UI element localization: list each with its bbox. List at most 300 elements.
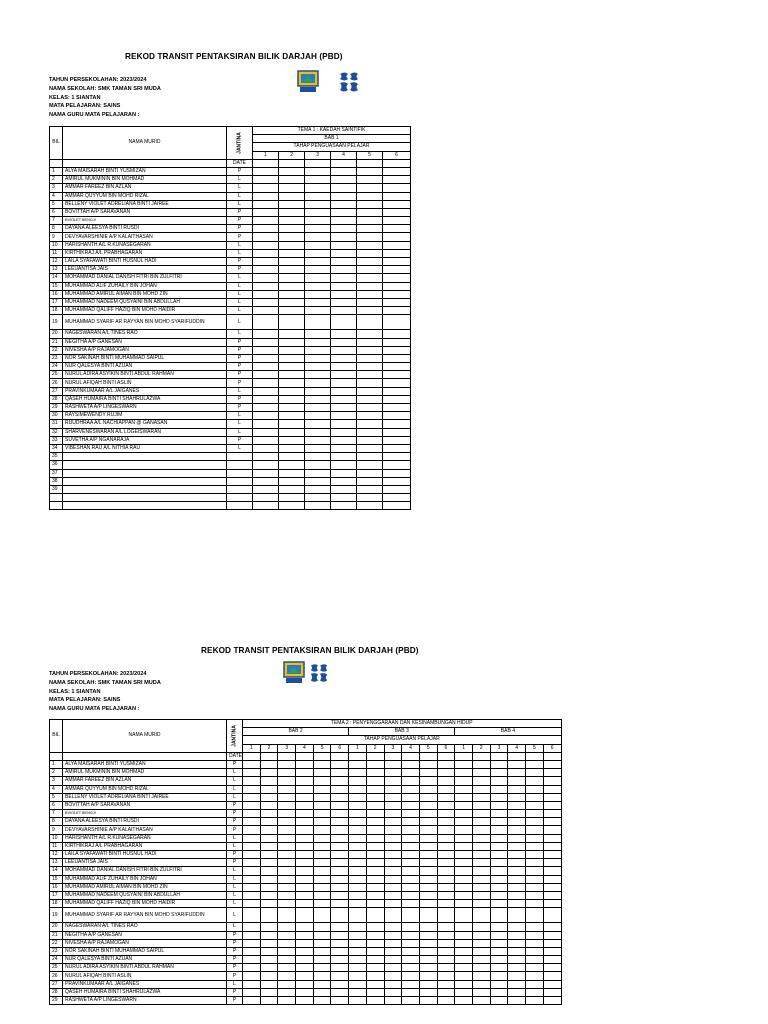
mastery-cell[interactable] xyxy=(437,923,455,931)
mastery-cell[interactable] xyxy=(526,988,544,996)
mastery-cell[interactable] xyxy=(296,777,314,785)
mastery-cell[interactable] xyxy=(455,964,473,972)
mastery-cell[interactable] xyxy=(419,810,437,818)
mastery-cell[interactable] xyxy=(383,266,411,274)
date-cell[interactable] xyxy=(279,159,305,167)
mastery-cell[interactable] xyxy=(357,436,383,444)
mastery-cell[interactable] xyxy=(313,980,331,988)
mastery-cell[interactable] xyxy=(331,494,357,502)
empty-jantina[interactable] xyxy=(227,485,253,493)
mastery-cell[interactable] xyxy=(331,346,357,354)
mastery-cell[interactable] xyxy=(490,793,508,801)
mastery-cell[interactable] xyxy=(260,810,278,818)
mastery-cell[interactable] xyxy=(331,233,357,241)
mastery-cell[interactable] xyxy=(305,217,331,225)
mastery-cell[interactable] xyxy=(383,428,411,436)
mastery-cell[interactable] xyxy=(402,883,420,891)
mastery-cell[interactable] xyxy=(526,777,544,785)
mastery-cell[interactable] xyxy=(243,908,261,923)
mastery-cell[interactable] xyxy=(278,826,296,834)
mastery-cell[interactable] xyxy=(543,851,561,859)
mastery-cell[interactable] xyxy=(260,769,278,777)
mastery-cell[interactable] xyxy=(278,818,296,826)
mastery-cell[interactable] xyxy=(508,851,526,859)
mastery-cell[interactable] xyxy=(383,453,411,461)
mastery-cell[interactable] xyxy=(253,338,279,346)
mastery-cell[interactable] xyxy=(437,997,455,1005)
mastery-cell[interactable] xyxy=(305,282,331,290)
mastery-cell[interactable] xyxy=(305,330,331,338)
mastery-cell[interactable] xyxy=(384,842,402,850)
mastery-cell[interactable] xyxy=(278,923,296,931)
mastery-cell[interactable] xyxy=(508,810,526,818)
mastery-cell[interactable] xyxy=(349,810,367,818)
mastery-cell[interactable] xyxy=(305,266,331,274)
date-cell[interactable] xyxy=(253,159,279,167)
mastery-cell[interactable] xyxy=(253,363,279,371)
mastery-cell[interactable] xyxy=(278,980,296,988)
mastery-cell[interactable] xyxy=(349,883,367,891)
mastery-cell[interactable] xyxy=(313,793,331,801)
mastery-cell[interactable] xyxy=(366,956,384,964)
mastery-cell[interactable] xyxy=(526,997,544,1005)
mastery-cell[interactable] xyxy=(331,777,349,785)
mastery-cell[interactable] xyxy=(402,988,420,996)
mastery-cell[interactable] xyxy=(402,956,420,964)
mastery-cell[interactable] xyxy=(419,988,437,996)
empty-jantina[interactable] xyxy=(227,477,253,485)
mastery-cell[interactable] xyxy=(455,801,473,809)
mastery-cell[interactable] xyxy=(296,859,314,867)
mastery-cell[interactable] xyxy=(279,379,305,387)
mastery-cell[interactable] xyxy=(331,307,357,315)
mastery-cell[interactable] xyxy=(349,972,367,980)
mastery-cell[interactable] xyxy=(357,208,383,216)
mastery-cell[interactable] xyxy=(278,939,296,947)
mastery-cell[interactable] xyxy=(472,760,490,768)
mastery-cell[interactable] xyxy=(543,908,561,923)
mastery-cell[interactable] xyxy=(508,988,526,996)
mastery-cell[interactable] xyxy=(384,769,402,777)
mastery-cell[interactable] xyxy=(243,939,261,947)
mastery-cell[interactable] xyxy=(455,810,473,818)
mastery-cell[interactable] xyxy=(384,980,402,988)
mastery-cell[interactable] xyxy=(243,793,261,801)
mastery-cell[interactable] xyxy=(508,867,526,875)
mastery-cell[interactable] xyxy=(279,258,305,266)
mastery-cell[interactable] xyxy=(331,453,357,461)
mastery-cell[interactable] xyxy=(490,842,508,850)
mastery-cell[interactable] xyxy=(349,859,367,867)
mastery-cell[interactable] xyxy=(243,964,261,972)
mastery-cell[interactable] xyxy=(508,939,526,947)
mastery-cell[interactable] xyxy=(383,420,411,428)
mastery-cell[interactable] xyxy=(260,923,278,931)
mastery-cell[interactable] xyxy=(243,980,261,988)
mastery-cell[interactable] xyxy=(543,801,561,809)
mastery-cell[interactable] xyxy=(419,801,437,809)
date-cell[interactable] xyxy=(402,752,420,760)
empty-name[interactable] xyxy=(63,502,227,510)
mastery-cell[interactable] xyxy=(349,980,367,988)
date-cell[interactable] xyxy=(278,752,296,760)
mastery-cell[interactable] xyxy=(278,972,296,980)
mastery-cell[interactable] xyxy=(349,923,367,931)
mastery-cell[interactable] xyxy=(472,883,490,891)
mastery-cell[interactable] xyxy=(490,939,508,947)
mastery-cell[interactable] xyxy=(279,494,305,502)
empty-jantina[interactable] xyxy=(227,453,253,461)
date-cell[interactable] xyxy=(331,159,357,167)
mastery-cell[interactable] xyxy=(278,956,296,964)
mastery-cell[interactable] xyxy=(278,964,296,972)
mastery-cell[interactable] xyxy=(349,867,367,875)
mastery-cell[interactable] xyxy=(279,274,305,282)
mastery-cell[interactable] xyxy=(543,793,561,801)
mastery-cell[interactable] xyxy=(305,469,331,477)
mastery-cell[interactable] xyxy=(279,371,305,379)
mastery-cell[interactable] xyxy=(260,908,278,923)
mastery-cell[interactable] xyxy=(526,939,544,947)
mastery-cell[interactable] xyxy=(402,769,420,777)
mastery-cell[interactable] xyxy=(313,859,331,867)
mastery-cell[interactable] xyxy=(296,997,314,1005)
mastery-cell[interactable] xyxy=(508,947,526,955)
mastery-cell[interactable] xyxy=(305,258,331,266)
mastery-cell[interactable] xyxy=(472,923,490,931)
mastery-cell[interactable] xyxy=(526,875,544,883)
mastery-cell[interactable] xyxy=(455,997,473,1005)
date-cell[interactable] xyxy=(383,159,411,167)
empty-jantina[interactable] xyxy=(227,502,253,510)
mastery-cell[interactable] xyxy=(243,851,261,859)
mastery-cell[interactable] xyxy=(384,834,402,842)
mastery-cell[interactable] xyxy=(384,867,402,875)
mastery-cell[interactable] xyxy=(419,826,437,834)
mastery-cell[interactable] xyxy=(349,875,367,883)
mastery-cell[interactable] xyxy=(357,249,383,257)
mastery-cell[interactable] xyxy=(279,338,305,346)
mastery-cell[interactable] xyxy=(543,947,561,955)
mastery-cell[interactable] xyxy=(402,875,420,883)
mastery-cell[interactable] xyxy=(253,354,279,362)
mastery-cell[interactable] xyxy=(253,298,279,306)
mastery-cell[interactable] xyxy=(419,883,437,891)
mastery-cell[interactable] xyxy=(296,760,314,768)
mastery-cell[interactable] xyxy=(455,818,473,826)
mastery-cell[interactable] xyxy=(383,469,411,477)
mastery-cell[interactable] xyxy=(455,988,473,996)
mastery-cell[interactable] xyxy=(384,988,402,996)
mastery-cell[interactable] xyxy=(260,947,278,955)
mastery-cell[interactable] xyxy=(437,939,455,947)
mastery-cell[interactable] xyxy=(402,851,420,859)
mastery-cell[interactable] xyxy=(260,972,278,980)
mastery-cell[interactable] xyxy=(384,883,402,891)
mastery-cell[interactable] xyxy=(331,444,357,452)
mastery-cell[interactable] xyxy=(402,972,420,980)
mastery-cell[interactable] xyxy=(384,900,402,908)
mastery-cell[interactable] xyxy=(508,908,526,923)
mastery-cell[interactable] xyxy=(313,988,331,996)
mastery-cell[interactable] xyxy=(296,785,314,793)
mastery-cell[interactable] xyxy=(455,900,473,908)
mastery-cell[interactable] xyxy=(305,371,331,379)
mastery-cell[interactable] xyxy=(279,404,305,412)
mastery-cell[interactable] xyxy=(366,785,384,793)
mastery-cell[interactable] xyxy=(243,818,261,826)
mastery-cell[interactable] xyxy=(305,241,331,249)
mastery-cell[interactable] xyxy=(296,972,314,980)
mastery-cell[interactable] xyxy=(253,176,279,184)
mastery-cell[interactable] xyxy=(331,801,349,809)
mastery-cell[interactable] xyxy=(331,859,349,867)
mastery-cell[interactable] xyxy=(419,908,437,923)
mastery-cell[interactable] xyxy=(357,428,383,436)
mastery-cell[interactable] xyxy=(296,947,314,955)
date-cell[interactable] xyxy=(260,752,278,760)
mastery-cell[interactable] xyxy=(357,371,383,379)
mastery-cell[interactable] xyxy=(383,307,411,315)
mastery-cell[interactable] xyxy=(296,818,314,826)
mastery-cell[interactable] xyxy=(331,379,357,387)
mastery-cell[interactable] xyxy=(243,923,261,931)
mastery-cell[interactable] xyxy=(543,818,561,826)
mastery-cell[interactable] xyxy=(455,785,473,793)
mastery-cell[interactable] xyxy=(384,793,402,801)
empty-name[interactable] xyxy=(63,461,227,469)
mastery-cell[interactable] xyxy=(526,980,544,988)
mastery-cell[interactable] xyxy=(279,266,305,274)
mastery-cell[interactable] xyxy=(472,956,490,964)
mastery-cell[interactable] xyxy=(243,988,261,996)
mastery-cell[interactable] xyxy=(243,801,261,809)
mastery-cell[interactable] xyxy=(402,801,420,809)
mastery-cell[interactable] xyxy=(472,972,490,980)
mastery-cell[interactable] xyxy=(383,192,411,200)
mastery-cell[interactable] xyxy=(357,290,383,298)
mastery-cell[interactable] xyxy=(279,217,305,225)
mastery-cell[interactable] xyxy=(526,964,544,972)
mastery-cell[interactable] xyxy=(419,931,437,939)
mastery-cell[interactable] xyxy=(296,851,314,859)
mastery-cell[interactable] xyxy=(253,307,279,315)
mastery-cell[interactable] xyxy=(305,436,331,444)
mastery-cell[interactable] xyxy=(349,988,367,996)
mastery-cell[interactable] xyxy=(437,867,455,875)
mastery-cell[interactable] xyxy=(279,282,305,290)
mastery-cell[interactable] xyxy=(313,834,331,842)
mastery-cell[interactable] xyxy=(278,931,296,939)
mastery-cell[interactable] xyxy=(349,891,367,899)
mastery-cell[interactable] xyxy=(331,793,349,801)
mastery-cell[interactable] xyxy=(384,923,402,931)
mastery-cell[interactable] xyxy=(526,842,544,850)
mastery-cell[interactable] xyxy=(349,931,367,939)
mastery-cell[interactable] xyxy=(296,883,314,891)
mastery-cell[interactable] xyxy=(543,875,561,883)
mastery-cell[interactable] xyxy=(278,793,296,801)
mastery-cell[interactable] xyxy=(279,233,305,241)
mastery-cell[interactable] xyxy=(296,834,314,842)
mastery-cell[interactable] xyxy=(253,233,279,241)
mastery-cell[interactable] xyxy=(526,769,544,777)
mastery-cell[interactable] xyxy=(305,200,331,208)
mastery-cell[interactable] xyxy=(243,777,261,785)
mastery-cell[interactable] xyxy=(402,997,420,1005)
mastery-cell[interactable] xyxy=(508,891,526,899)
mastery-cell[interactable] xyxy=(402,818,420,826)
mastery-cell[interactable] xyxy=(472,908,490,923)
mastery-cell[interactable] xyxy=(260,851,278,859)
mastery-cell[interactable] xyxy=(253,477,279,485)
mastery-cell[interactable] xyxy=(366,900,384,908)
mastery-cell[interactable] xyxy=(331,298,357,306)
mastery-cell[interactable] xyxy=(349,826,367,834)
mastery-cell[interactable] xyxy=(357,200,383,208)
mastery-cell[interactable] xyxy=(313,883,331,891)
mastery-cell[interactable] xyxy=(419,980,437,988)
mastery-cell[interactable] xyxy=(508,980,526,988)
mastery-cell[interactable] xyxy=(279,184,305,192)
mastery-cell[interactable] xyxy=(279,395,305,403)
mastery-cell[interactable] xyxy=(383,330,411,338)
mastery-cell[interactable] xyxy=(305,420,331,428)
mastery-cell[interactable] xyxy=(402,900,420,908)
mastery-cell[interactable] xyxy=(384,760,402,768)
mastery-cell[interactable] xyxy=(508,964,526,972)
mastery-cell[interactable] xyxy=(296,801,314,809)
mastery-cell[interactable] xyxy=(357,266,383,274)
mastery-cell[interactable] xyxy=(305,485,331,493)
mastery-cell[interactable] xyxy=(296,826,314,834)
date-cell[interactable] xyxy=(543,752,561,760)
mastery-cell[interactable] xyxy=(331,184,357,192)
mastery-cell[interactable] xyxy=(366,883,384,891)
mastery-cell[interactable] xyxy=(366,891,384,899)
mastery-cell[interactable] xyxy=(243,900,261,908)
mastery-cell[interactable] xyxy=(253,404,279,412)
mastery-cell[interactable] xyxy=(331,760,349,768)
mastery-cell[interactable] xyxy=(543,923,561,931)
mastery-cell[interactable] xyxy=(383,461,411,469)
mastery-cell[interactable] xyxy=(253,502,279,510)
mastery-cell[interactable] xyxy=(296,842,314,850)
mastery-cell[interactable] xyxy=(296,891,314,899)
mastery-cell[interactable] xyxy=(508,834,526,842)
date-cell[interactable] xyxy=(313,752,331,760)
mastery-cell[interactable] xyxy=(419,964,437,972)
mastery-cell[interactable] xyxy=(357,233,383,241)
mastery-cell[interactable] xyxy=(437,826,455,834)
mastery-cell[interactable] xyxy=(305,354,331,362)
mastery-cell[interactable] xyxy=(331,266,357,274)
mastery-cell[interactable] xyxy=(296,810,314,818)
mastery-cell[interactable] xyxy=(455,842,473,850)
mastery-cell[interactable] xyxy=(472,851,490,859)
mastery-cell[interactable] xyxy=(437,947,455,955)
mastery-cell[interactable] xyxy=(279,461,305,469)
mastery-cell[interactable] xyxy=(383,315,411,330)
mastery-cell[interactable] xyxy=(472,810,490,818)
mastery-cell[interactable] xyxy=(455,859,473,867)
mastery-cell[interactable] xyxy=(366,818,384,826)
mastery-cell[interactable] xyxy=(243,875,261,883)
mastery-cell[interactable] xyxy=(384,972,402,980)
mastery-cell[interactable] xyxy=(260,964,278,972)
mastery-cell[interactable] xyxy=(357,502,383,510)
mastery-cell[interactable] xyxy=(305,428,331,436)
mastery-cell[interactable] xyxy=(455,923,473,931)
mastery-cell[interactable] xyxy=(357,379,383,387)
mastery-cell[interactable] xyxy=(543,997,561,1005)
mastery-cell[interactable] xyxy=(357,485,383,493)
mastery-cell[interactable] xyxy=(331,826,349,834)
mastery-cell[interactable] xyxy=(279,315,305,330)
mastery-cell[interactable] xyxy=(349,939,367,947)
mastery-cell[interactable] xyxy=(305,395,331,403)
mastery-cell[interactable] xyxy=(383,363,411,371)
mastery-cell[interactable] xyxy=(419,947,437,955)
mastery-cell[interactable] xyxy=(526,947,544,955)
mastery-cell[interactable] xyxy=(357,184,383,192)
mastery-cell[interactable] xyxy=(526,834,544,842)
mastery-cell[interactable] xyxy=(383,298,411,306)
mastery-cell[interactable] xyxy=(402,785,420,793)
mastery-cell[interactable] xyxy=(383,477,411,485)
mastery-cell[interactable] xyxy=(472,867,490,875)
mastery-cell[interactable] xyxy=(543,883,561,891)
mastery-cell[interactable] xyxy=(366,793,384,801)
mastery-cell[interactable] xyxy=(313,769,331,777)
mastery-cell[interactable] xyxy=(243,785,261,793)
mastery-cell[interactable] xyxy=(419,875,437,883)
mastery-cell[interactable] xyxy=(526,923,544,931)
mastery-cell[interactable] xyxy=(331,908,349,923)
mastery-cell[interactable] xyxy=(384,777,402,785)
date-cell[interactable] xyxy=(357,159,383,167)
mastery-cell[interactable] xyxy=(260,867,278,875)
mastery-cell[interactable] xyxy=(349,793,367,801)
mastery-cell[interactable] xyxy=(331,290,357,298)
mastery-cell[interactable] xyxy=(253,184,279,192)
mastery-cell[interactable] xyxy=(455,834,473,842)
mastery-cell[interactable] xyxy=(472,801,490,809)
mastery-cell[interactable] xyxy=(402,980,420,988)
mastery-cell[interactable] xyxy=(279,225,305,233)
mastery-cell[interactable] xyxy=(331,502,357,510)
mastery-cell[interactable] xyxy=(508,900,526,908)
mastery-cell[interactable] xyxy=(508,769,526,777)
mastery-cell[interactable] xyxy=(313,826,331,834)
mastery-cell[interactable] xyxy=(472,988,490,996)
mastery-cell[interactable] xyxy=(490,997,508,1005)
mastery-cell[interactable] xyxy=(305,290,331,298)
mastery-cell[interactable] xyxy=(402,760,420,768)
mastery-cell[interactable] xyxy=(331,428,357,436)
mastery-cell[interactable] xyxy=(331,208,357,216)
mastery-cell[interactable] xyxy=(357,298,383,306)
mastery-cell[interactable] xyxy=(490,980,508,988)
mastery-cell[interactable] xyxy=(366,923,384,931)
mastery-cell[interactable] xyxy=(349,801,367,809)
mastery-cell[interactable] xyxy=(313,964,331,972)
mastery-cell[interactable] xyxy=(490,851,508,859)
mastery-cell[interactable] xyxy=(253,420,279,428)
mastery-cell[interactable] xyxy=(260,859,278,867)
mastery-cell[interactable] xyxy=(313,785,331,793)
mastery-cell[interactable] xyxy=(419,769,437,777)
